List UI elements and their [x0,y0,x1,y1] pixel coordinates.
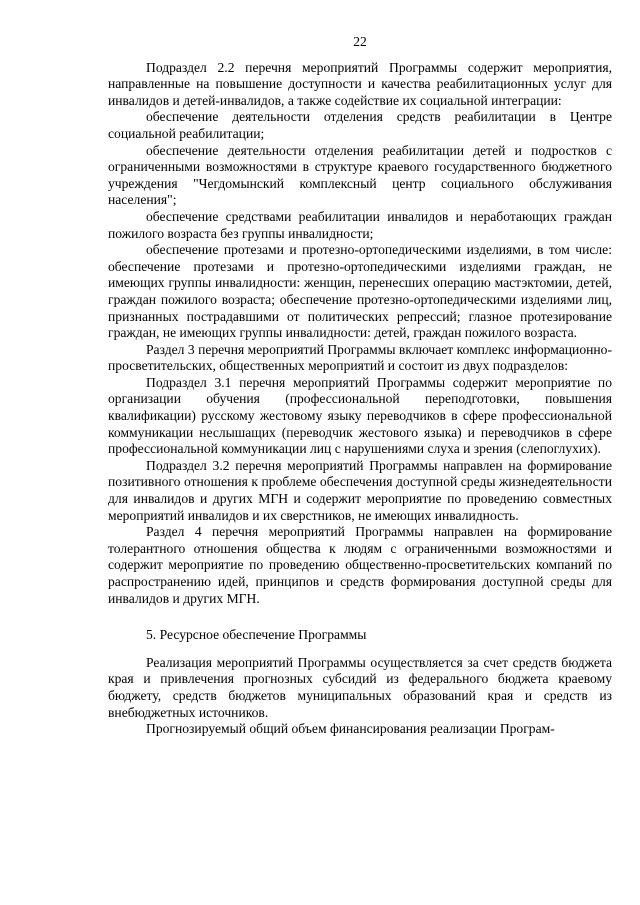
paragraph-subsection-3-2: Подраздел 3.2 перечня мероприятий Программы направлен на формирование позитивного отношения к проблеме обеспечения доступной среды жизнедеятельности для инвалидов и других МГН и содержит мероприятие по проведению совместных мероприятий инвалидов и их сверстников, не имеющих инвалидность. [108,457,612,523]
document-page [108,34,612,738]
paragraph-rehab-means-department: обеспечение деятельности отделения средств реабилитации в Центре социальной реабилитации; [108,109,612,141]
paragraph-funding-sources: Реализация мероприятий Программы осуществляется за счет средств бюджета края и привлечения прогнозных субсидий из федерального бюджета краевому бюджету, средств бюджетов муниципальных образований края и средств из внебюджетных источников. [108,654,612,720]
paragraph-section-3: Раздел 3 перечня мероприятий Программы включает комплекс информационно-просветительских, общественных мероприятий и состоит из двух подразделов: [108,341,612,374]
page-number: 22 [353,34,367,49]
paragraph-rehab-means-provision: обеспечение средствами реабилитации инвалидов и неработающих граждан пожилого возраста без группы инвалидности; [108,208,612,241]
paragraph-section-4: Раздел 4 перечня мероприятий Программы направлен на формирование толерантного отношения общества к людям с ограниченными возможностями и содержит мероприятие по проведению общественно-просветительских компаний по распространению идей, принципов и средств формирования доступной среды для инвалидов и других МГН. [108,524,612,606]
paragraph-prosthetics-provision: обеспечение протезами и протезно-ортопедическими изделиями, в том числе: обеспечение протезами и протезно-ортопедическими изделиями граждан, не имеющих группы инвалидности: женщин, перенесших операцию мастэктомии, детей, граждан пожилого возраста; обеспечение протезно-ортопедическими изделиями лиц, признанных пострадавшими от политических репрессий; глазное протезирование граждан, не имеющих группы инвалидности: детей, граждан пожилого возраста. [108,242,612,341]
section-heading: 5. Ресурсное обеспечение Программы [146,627,367,643]
paragraph-funding-volume: Прогнозируемый общий объем финансирования реализации Програм- [146,721,555,737]
paragraph-subsection-2-2: Подраздел 2.2 перечня мероприятий Программы содержит мероприятия, направленные на повышение доступности и качества реабилитационных услуг для инвалидов и детей-инвалидов, а также содействие их социальной интеграции: [108,59,612,108]
paragraph-subsection-3-1: Подраздел 3.1 перечня мероприятий Программы содержит мероприятие по организации обучения (профессиональной переподготовки, повышения квалификации) русскому жестовому языку переводчиков в сфере профессиональной коммуникации неслышащих (переводчик жестового языка) и переводчиков в сфере профессиональной коммуникации лиц с нарушениями слуха и зрения (слепоглухих). [108,374,612,457]
paragraph-children-rehab-department: обеспечение деятельности отделения реабилитации детей и подростков с ограниченными возможностями в структуре краевого государственного бюджетного учреждения "Чегдомынский комплексный центр социального обслуживания населения"; [108,142,612,208]
